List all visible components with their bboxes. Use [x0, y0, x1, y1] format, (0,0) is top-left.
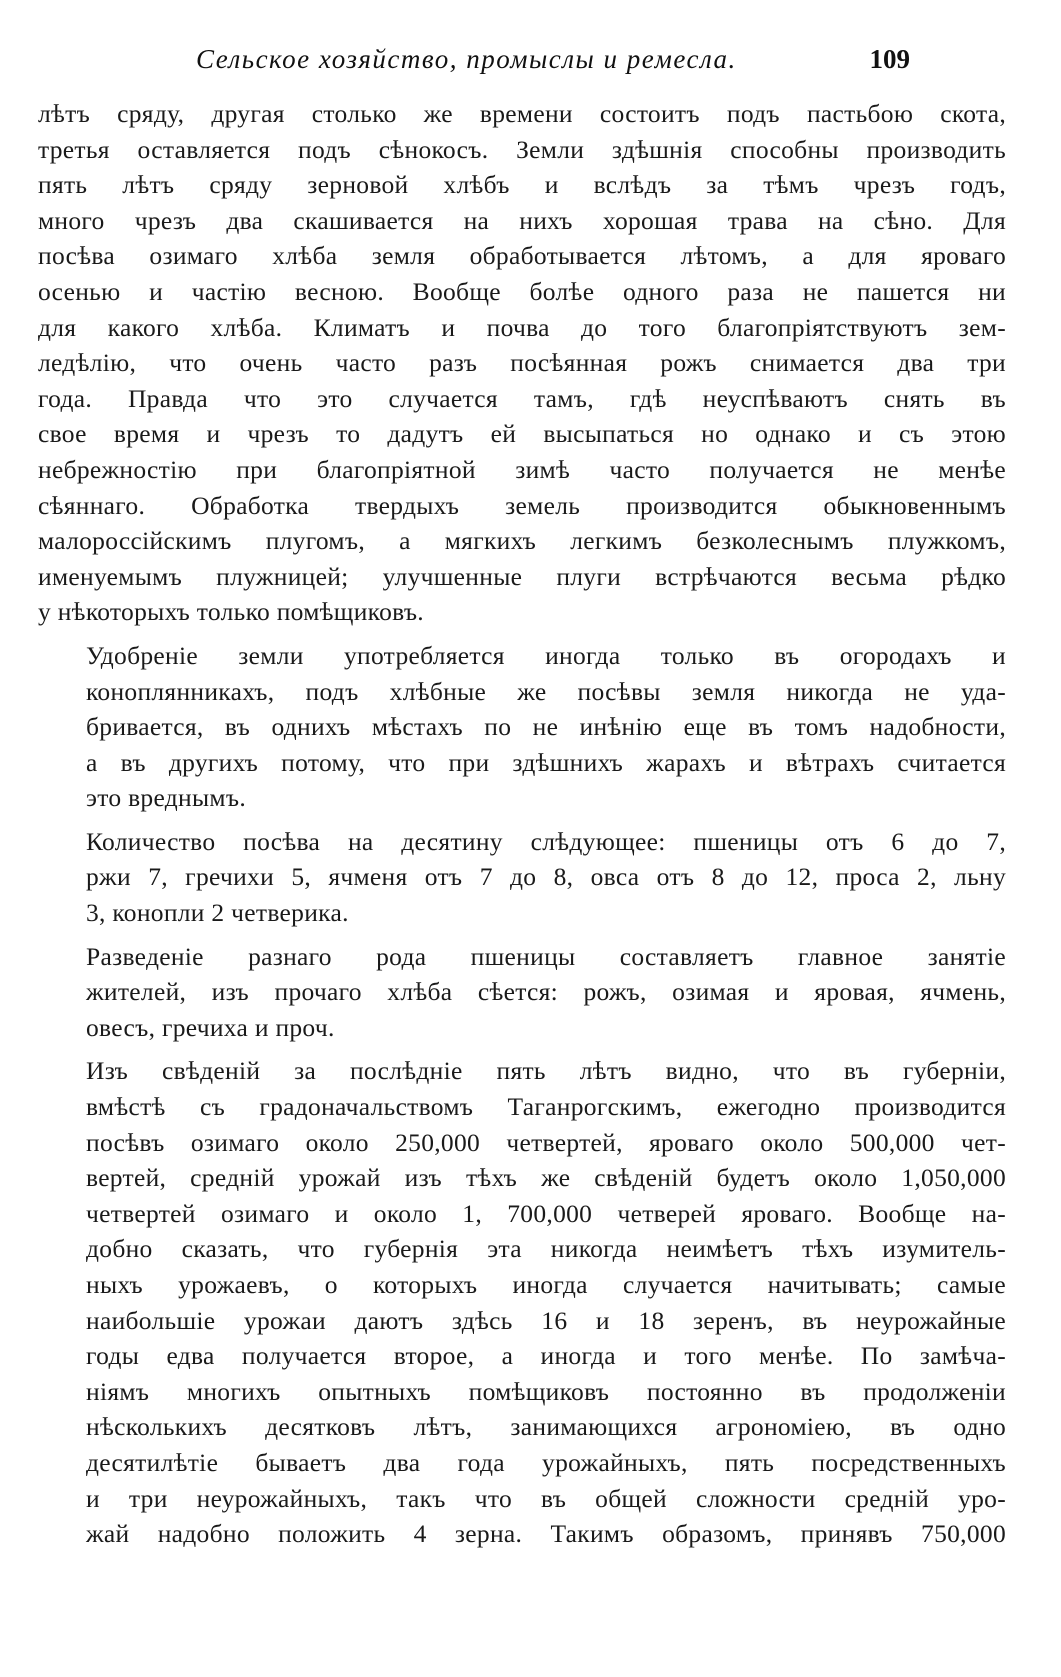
text-line: пять лѣтъ сряду зерновой хлѣбъ и вслѣдъ за тѣмъ чрезъ годъ, [38, 170, 1006, 200]
text-line: посѣва озимаго хлѣба земля обработывается лѣтомъ, а для яроваго [38, 241, 1006, 271]
text-line: для какого хлѣба. Климатъ и почва до того благопріятствуютъ зем- [38, 312, 1006, 342]
text-line: ніямъ многихъ опытныхъ помѣщиковъ постоянно въ продолженіи [86, 1376, 1006, 1406]
text-line: вмѣстѣ съ градоначальствомъ Таганрогскимъ, ежегодно производится [86, 1092, 1006, 1122]
paragraph [38, 939, 1006, 1046]
text-line: жителей, изъ прочаго хлѣба сѣется: рожъ, озимая и яровая, ячмень, [86, 977, 1006, 1007]
text-line: это вреднымъ. [86, 783, 247, 813]
text-line: много чрезъ два скашивается на нихъ хорошая трава на сѣно. Для [38, 205, 1006, 235]
text-line: нѣсколькихъ десятковъ лѣтъ, занимающихся агрономіею, въ одно [86, 1412, 1006, 1442]
text-line: небрежностію при благопріятной зимѣ часто получается не менѣе [38, 454, 1006, 484]
text-line: ледѣлію, что очень часто разъ посѣянная рожъ снимается два три [38, 348, 1006, 378]
text-line: Удобреніе земли употребляется иногда только въ огородахъ и [86, 640, 1006, 670]
text-line: Разведеніе разнаго рода пшеницы составляетъ главное занятіе [86, 941, 1006, 971]
text-line: четвертей озимаго и около 1, 700,000 четверей яроваго. Вообще на- [86, 1198, 1006, 1228]
text-line: десятилѣтіе бываетъ два года урожайныхъ, пять посредственныхъ [86, 1447, 1006, 1477]
paragraph [38, 638, 1006, 816]
text-line: свое время и чрезъ то дадутъ ей высыпаться но однако и съ этою [38, 419, 1006, 449]
text-line: малороссійскимъ плугомъ, а мягкихъ легкимъ безколеснымъ плужкомъ, [38, 526, 1006, 556]
paragraph [38, 824, 1006, 931]
text-line: ныхъ урожаевъ, о которыхъ иногда случается начитывать; самые [86, 1270, 1006, 1299]
text-line: коноплянникахъ, подъ хлѣбные же посѣвы земля никогда не уда- [86, 676, 1006, 706]
text-line: лѣтъ сряду, другая столько же времени состоитъ подъ пастьбою скота, [38, 99, 1006, 128]
text-line: жай надобно положить 4 зерна. Такимъ образомъ, принявъ 750,000 [86, 1519, 1006, 1549]
text-line: осенью и частію весною. Вообще болѣе одного раза не пашется ни [38, 276, 1006, 306]
text-line: наибольшіе урожаи даютъ здѣсь 16 и 18 зеренъ, въ неурожайные [86, 1305, 1006, 1335]
paragraph [38, 1053, 1006, 1551]
text-line: овесъ, гречиха и проч. [86, 1012, 335, 1042]
text-line: Количество посѣва на десятину слѣдующее: пшеницы отъ 6 до 7, [86, 826, 1006, 856]
text-line: годы едва получается второе, а иногда и того менѣе. По замѣча- [86, 1341, 1006, 1371]
text-line: у нѣкоторыхъ только помѣщиковъ. [38, 597, 424, 627]
text-line: ржи 7, гречихи 5, ячменя отъ 7 до 8, овса отъ 8 до 12, проса 2, льну [86, 862, 1006, 892]
text-line: 3, конопли 2 четверика. [86, 898, 349, 928]
text-line: бривается, въ однихъ мѣстахъ по не инѣнію еще въ томъ надобности, [86, 712, 1006, 742]
text-line: года. Правда что это случается тамъ, гдѣ неуспѣваютъ снять въ [38, 383, 1006, 413]
text-line: третья оставляется подъ сѣнокосъ. Земли здѣшнія способны производить [38, 134, 1006, 164]
text-line: и три неурожайныхъ, такъ что въ общей сложности средній уро- [86, 1483, 1006, 1513]
text-line: посѣвъ озимаго около 250,000 четвертей, яроваго около 500,000 чет- [86, 1127, 1006, 1157]
text-line: а въ другихъ потому, что при здѣшнихъ жарахъ и вѣтрахъ считается [86, 747, 1006, 777]
running-head [38, 40, 1006, 82]
text-line: сѣяннаго. Обработка твердыхъ земель производится обыкновеннымъ [38, 490, 1006, 520]
page-number: 109 [869, 44, 910, 74]
text-line: именуемымъ плужницей; улучшенные плуги встрѣчаются весьма рѣдко [38, 561, 1006, 591]
running-title: Сельское хозяйство, промыслы и ремесла. [196, 44, 737, 74]
text-line: Изъ свѣденій за послѣдніе пять лѣтъ видно, что въ губерніи, [86, 1056, 1006, 1086]
text-line: добно сказать, что губернія эта никогда неимѣетъ тѣхъ изумитель- [86, 1234, 1006, 1264]
body-text [38, 96, 1006, 1552]
text-line: вертей, средній урожай изъ тѣхъ же свѣденій будетъ около 1,050,000 [86, 1163, 1006, 1193]
paragraph [38, 96, 1006, 630]
document-page [38, 40, 1006, 1660]
